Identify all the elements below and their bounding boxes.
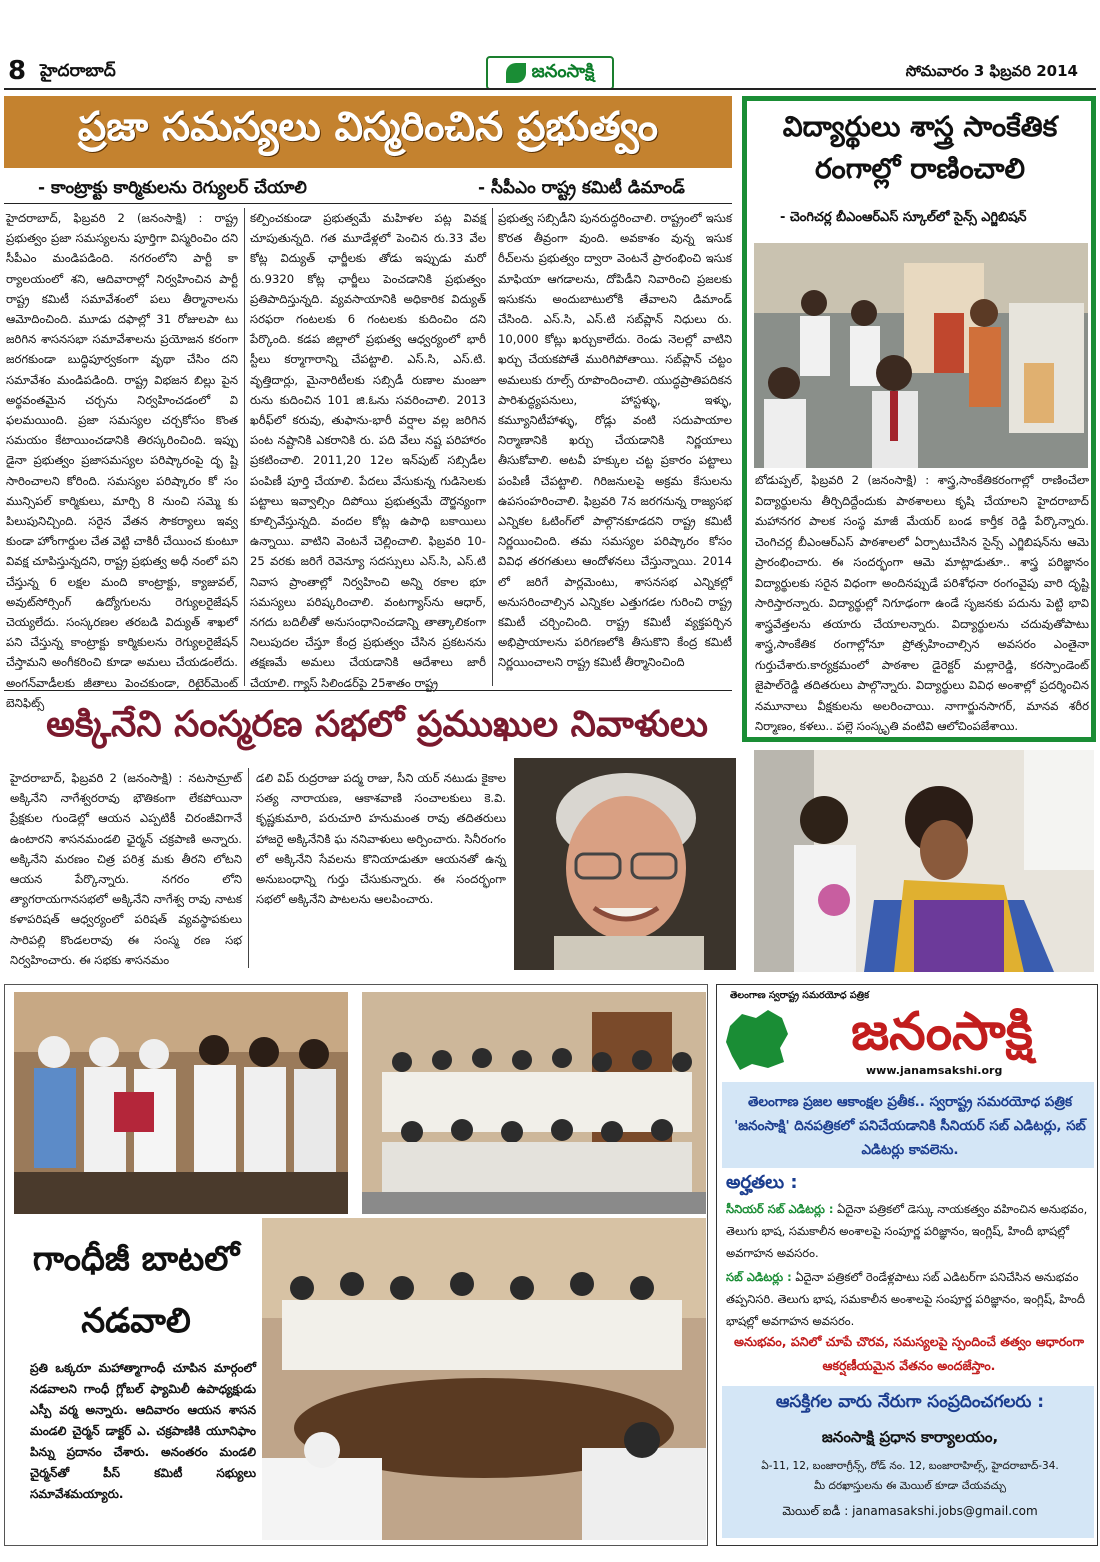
main-article-col1: హైదరాబాద్, ఫిబ్రవరి 2 (జనంసాక్షి) : రాష్ట్ర ప్రభుత్వం ప్రజా సమస్యలను పూర్తిగా విస్మరించిం దని సీపీఎం మండిపడింది. నగరంలోని పార్టీ కా ర్యాలయంలో శని, ఆదివారాల్లో నిర్వహించిన పార్టీ రాష్ట్ర కమిటీ సమావేశంలో పలు తీర్మానాలను ఆమోదించింది. మూడు దఫాల్లో 31 రోజులపా టు జరిగిన శాసనసభా సమావేశాలను ప్రయోజన కరంగా జరగకుండా బుద్ధిపూర్వకంగా వృథా చేసిం దని సమావేశం మండిపడింది. రాష్ట్ర విభజన బిల్లు పైన అర్థవంతమైన చర్చను నిర్వహించడంలో వి ఫలమయింది. ప్రజా సమస్యల చర్చకోసం కొంత సమయం కేటాయించడానికి తిరస్కరించింది. ఇప్పు డైనా ప్రభుత్వం ప్రజాసమస్యల పరిష్కారంపై దృ ష్టి సారించాలని కోరింది. సమస్యల పరిష్కారం కో సం మున్సిపల్ కార్మికులు, మార్చి 8 నుంచి సమ్మె కు పిలుపునిచ్చింది. సరైన వేతన సౌకర్యాలు ఇవ్వ కుండా హోంగార్డుల చేత వెట్టి చాకిరీ చేయించ కుంటూ వివక్ష చూపిస్తున్నదని, రాష్ట్ర ప్రభుత్వ అధీ నంలో పని చేస్తున్న 6 లక్షల మంది కాంట్రాక్టు, క్యాజువల్, అవుట్‌సోర్సింగ్ ఉద్యోగులను రెగ్యులరైజేషన్ చెయ్యలేదు. సంస్కరణల తరబడి విద్యుత్ శాఖలో పని చేస్తున్న కాంట్రాక్టు కార్మికులను రెగ్యులరైజేషన్ చేస్తామని అంగీకరించి కూడా అమలు చేయడంలేదు. అంగన్‌వాడీలకు జీతాలు పెంచకుండా, రిటైర్‌మెంట్ బెనిఫిట్స్ [6, 211, 238, 710]
rule [4, 203, 732, 204]
telangana-map-icon [722, 1004, 794, 1074]
science-headline: విద్యార్థులు శాస్త్ర సాంకేతిక రంగాల్లో రాణించాలి [782, 110, 1058, 185]
science-exhibition-photo [754, 243, 1088, 468]
header-rule [4, 88, 1096, 90]
gandhi-headline [18, 1228, 254, 1352]
science-teacher-photo [754, 750, 1094, 972]
column-divider [248, 768, 249, 968]
page-number: 8 [8, 56, 27, 86]
ad-req2-label: సబ్ ఎడిటర్లు : [726, 1270, 792, 1284]
main-subhead-left: - కాంట్రాక్టు కార్మికులను రెగ్యులర్ చేయాలి [38, 178, 307, 198]
ad-requirements-title: అర్హతలు : [726, 1172, 798, 1193]
ad-mail-note: మీ దరఖాస్తులను ఈ మెయిల్ కూడా చేయవచ్చు [814, 1480, 1006, 1492]
akkineni-portrait-photo [514, 758, 736, 970]
column-divider [492, 208, 493, 686]
group-photo [362, 992, 706, 1214]
akkineni-col2: డలి విప్ రుద్రరాజు పద్మ రాజు, సీని యర్ నటుడు కైకాల సత్య నారాయణ, ఆకాశవాణి సంచాలకులు కె.వి. కృష్ణకుమారి, పరుచూరి హనుమంత రావు తదితరులు హాజరై అక్కినేనికి ఘ ననివాళులు అర్పించారు. సినీరంగం లో అక్కినేని సేవలను కొనియాడుతూ ఆయనతో ఉన్న అనుబంధాన్ని గుర్తు చేసుకున్నారు. ఈ సందర్భంగా సభలో అక్కినేని పాటలను ఆలపించారు. [256, 771, 506, 907]
column-divider [244, 208, 245, 686]
ad-logo: జనంసాక్షి [851, 1002, 1033, 1062]
ad-req1-label: సీనియర్ సబ్ ఎడిటర్లు : [726, 1202, 834, 1216]
ad-intro: తెలంగాణ ప్రజల ఆకాంక్షల ప్రతీక.. స్వరాష్ట్ర సమరయోధ పత్రిక 'జనంసాక్షి' దినపత్రికలో పనిచేయడానికి సీనియర్ సబ్ ఎడిటర్లు, సబ్ ఎడిటర్లు కావలెను. [734, 1094, 1086, 1158]
akkineni-col1: హైదరాబాద్, ఫిబ్రవరి 2 (జనంసాక్షి) : నటసామ్రాట్ అక్కినేని నాగేశ్వరరావు భౌతికంగా లేకపోయినా ప్రేక్షకుల గుండెల్లో ఆయన ఎప్పటికీ చిరంజీవిగానే ఉంటారని శాసనమండలి ఛైర్మన్ చక్రపాణి అన్నారు. అక్కినేని మరణం చిత్ర పరిశ్ర మకు తీరని లోటని ఆయన పేర్కొన్నారు. నగరం లోని త్యాగరాయగానసభలో అక్కినేని నాగేశ్వ రావు నాటక కళాపరిషత్ ఆధ్వర్యంలో పరిషత్ వ్యవస్థాపకులు సారిపల్లి కొండలరావు ఈ సంస్మ రణ సభ నిర్వహించారు. ఈ సభకు శాసనమం [10, 771, 242, 967]
gandhi-headline-line1: గాంధీజీ బాటలో [32, 1239, 240, 1279]
masthead-logo-text: జనంసాక్షి [531, 60, 595, 82]
gandhi-article-body: ప్రతి ఒక్కరూ మహాత్మాగాంధీ చూపిన మార్గంలో నడవాలని గాంధీ గ్లోబల్ ఫ్యామిలీ ఉపాధ్యక్షుడు ఎస్పీ వర్మ అన్నారు. ఆదివారం ఆయన శాసన మండలి చైర్మన్ డాక్టర్ ఎ. చక్రపాణికి యూనిఫాం పిన్ను ప్రదానం చేశారు. అనంతరం మండలి చైర్మన్‌తో పీస్ కమిటీ సభ్యులు సమావేశమయ్యారు. [30, 1361, 256, 1501]
leaf-icon [506, 63, 526, 83]
akkineni-headline: అక్కినేని సంస్మరణ సభలో ప్రముఖుల నివాళులు [46, 704, 708, 745]
gandhi-headline-line2: నడవాలి [81, 1301, 191, 1341]
science-subhead: - చెంగిచర్ల బీఎంఆర్ఎస్ స్కూల్‌లో సైన్స్ ఎగ్జిబిషన్ [780, 210, 1027, 225]
ad-pay-note: అనుభవం, పనిలో చూపే చొరవ, సమస్యలపై స్పందించే తత్వం ఆధారంగా ఆకర్షణీయమైన వేతనం అందజేస్తాం. [734, 1334, 1084, 1373]
section-city: హైదరాబాద్ [40, 61, 116, 81]
ad-req2-text: ఏదైనా పత్రికలో రెండేళ్లపాటు సబ్ ఎడిటర్‌గా పనిచేసిన అనుభవం తప్పనిసరి. తెలుగు భాష, సమకాలీన అంశాలపై సంపూర్ణ పరిజ్ఞానం, ఇంగ్లిష్, హిందీ భాషల్లో అవగాహన అవసరం. [726, 1270, 1085, 1328]
ad-tagline: తెలంగాణ స్వరాష్ట్ర సమరయోధ పత్రిక [730, 990, 870, 1001]
ad-office: జనంసాక్షి ప్రధాన కార్యాలయం, [821, 1428, 999, 1446]
ad-contact-title: ఆసక్తిగల వారు నేరుగా సంప్రదించగలరు : [775, 1392, 1045, 1412]
main-headline: ప్రజా సమస్యలు విస్మరించిన ప్రభుత్వం [77, 104, 659, 150]
masthead-logo [486, 56, 614, 90]
main-article-col2: కల్పించకుండా ప్రభుత్వమే మహిళల పట్ల వివక్ష చూపుతున్నది. గత మూడేళ్లలో పెంచిన రు.33 వేల కోట్ల విద్యుత్ ఛార్జీలకు తోడు ఇప్పుడు మరో రు.9320 కోట్ల ఛార్జీలు పెంచడానికి ప్రభుత్వం ప్రతిపాదిస్తున్నది. వ్యవసాయానికి అధికారిక విద్యుత్ సరఫరా గంటలకు 6 గంటలకు కుదించిం దని పేర్కొంది. కడప జిల్లాలో ప్రభుత్వ ఆధ్వర్యంలో భారీ స్టీలు కర్మాగారాన్ని చేపట్టాలి. ఎస్.సి, ఎస్.టి. వృత్తిదార్లు, మైనారిటీలకు సబ్సిడీ రుణాల మంజూ రును కుదించిన 101 జి.ఓను సవరించాలి. 2013 ఖరీఫ్‌లో కరువు, తుఫాను-భారీ వర్షాల వల్ల జరిగిన పంట నష్టానికి ఎకరానికి రు. పది వేలు నష్ట పరిహారం ప్రకటించాలి. 2011,20 12ల ఇన్‌పుట్ సబ్సిడీల పంపిణీ పూర్తి చేయాలి. పేదలు వేసుకున్న గుడిసెలకు పట్టాలు ఇవ్వాల్సిం దిపోయి ప్రభుత్వమే దౌర్జన్యంగా కూల్చివేస్తున్నది. వందల కోట్ల ఉపాధి బకాయిలు ఉన్నాయి. వాటిని వెంటనే చెల్లించాలి. ఫిబ్రవరి 10-25 వరకు జరిగే రెవెన్యూ సదస్సులు ఎస్.సి, ఎస్.టి నివాస ప్రాంతాల్లో నిర్వహించి అన్ని రకాల భూ సమస్యలు పరిష్కరించాలి. వంటగ్యాస్‌ను ఆధార్, నగదు బదిలీతో అనుసంధానించడాన్ని తాత్కాలికంగా నిలుపుదల చేస్తూ కేంద్ర ప్రభుత్వం చేసిన ప్రకటనను తక్షణమే అమలు చేయడానికి ఆదేశాలు జారీ చేయాలి. గ్యాస్ సిలిండర్‌పై 25శాతం రాష్ట్ర [250, 211, 486, 690]
ad-requirement-senior [726, 1198, 1092, 1264]
science-article-body: బోడుప్పల్, ఫిబ్రవరి 2 (జనంసాక్షి) : శాస్త్ర,సాంకేతికరంగాల్లో రాణించేలా విద్యార్థులను తీర్చిదిద్దేందుకు పాఠశాలలు కృషి చేయాలని హైదరాబాద్ మహానగర పాలక సంస్థ మాజీ మేయర్ బండ కార్తీక రెడ్డి పేర్కొన్నారు. చెంగిచర్ల బీఎంఆర్ఎస్ పాఠశాలలో ఏర్పాటుచేసిన సైన్స్ ఎగ్జిబిషన్‌ను ఆమె ప్రారంభించారు. ఈ సందర్భంగా ఆమె మాట్లాడుతూ.. శాస్త్ర పరిజ్ఞానం విద్యార్థులకు సరైన విధంగా అందినప్పుడే పరిశోధనా రంగంవైపు వారి దృష్టి సారిస్తారన్నారు. విద్యార్థుల్లో నిగూఢంగా ఉండే సృజనకు పదును పెట్టి భావి శాస్త్రవేత్తలను తయారు చేయాలన్నారు. విద్యార్థులను చదువుతోపాటు శాస్త్ర,సాంకేతిక రంగాల్లోనూ ప్రోత్సహించాల్సిన అవసరం ఎంతైనా గుర్తుచేశారు.కార్యక్రమంలో పాఠశాల డైరెక్టర్ మల్లారెడ్డి, కరస్పాండెంట్ జైపాల్‌రెడ్డి తదితరులు పాల్గొన్నారు. విద్యార్థులు వివిధ అంశాల్లో ప్రదర్శించిన నమూనాలు వీక్షకులను అలరించాయి. నాగార్జునసాగర్, మానవ శరీర నిర్మాణం, కళలు.. పల్లె సంస్కృతి వంటివి ఆలోచింపజేశాయి. [755, 473, 1089, 733]
main-article-col3: ప్రభుత్వ సబ్సిడీని పునరుద్ధరించాలి. రాష్ట్రంలో ఇసుక కొరత తీవ్రంగా వుంది. అవకాశం వున్న ఇసుక రీచ్‌లను ప్రభుత్వం ద్వారా వెంటనే ప్రారంభించి ఇసుక మాఫియా ఆగడాలను, దోపిడీని నివారించి ప్రజలకు ఇసుకను అందుబాటులోకి తేవాలని డిమాండ్ చేసింది. ఎస్.సి, ఎస్.టి సబ్‌ప్లాన్ నిధులు రు. 10,000 కోట్లు ఖర్చుకాలేదు. రెండు నెలల్లో వాటిని ఖర్చు చేయకపోతే మురిగిపోతాయి. సబ్‌ప్లాన్ చట్టం అమలుకు రూల్స్ రూపొందించాలి. యుద్ధప్రాతిపదికన పారిశుద్ధ్యపనులు, హాస్టళ్ళు, ఇళ్ళు, కమ్యూనిటీహాళ్ళు, రోడ్లు వంటి సదుపాయాల నిర్మాణానికి ఖర్చు చేయడానికి నిర్ణయాలు తీసుకోవాలి. అటవీ హక్కుల చట్ట ప్రకారం పట్టాలు పంపిణీ చేపట్టాలి. గిరిజనులపై అక్రమ కేసులను ఉపసంహరించాలి. ఫిబ్రవరి 7న జరగనున్న రాజ్యసభ ఎన్నికల ఓటింగ్‌లో పాల్గొనకూడదని రాష్ట్ర కమిటీ నిర్ణయించింది. తమ సమస్యల పరిష్కారం కోసం వివిధ తరగతులు ఆందోళనలు చేస్తున్నాయి. 2014 లో జరిగే పార్లమెంటు, శాసనసభ ఎన్నికల్లో అనుసరించాల్సిన ఎన్నికల ఎత్తుగడల గురించి రాష్ట్ర కమిటీ చర్చించింది. రాష్ట్ర కమిటీ వ్యక్తపర్చిన అభిప్రాయాలను పరిగణలోకి తీసుకొని కేంద్ర కమిటీ నిర్ణయించాలని రాష్ట్ర కమిటీ తీర్మానించింది [498, 211, 732, 670]
felicitation-photo [14, 992, 348, 1214]
ad-email-link[interactable]: మెయిల్ ఐడీ : janamasakshi.jobs@gmail.com [782, 1504, 1038, 1518]
ad-website-link[interactable]: www.janamsakshi.org [866, 1064, 1003, 1077]
council-meeting-photo [262, 1218, 706, 1540]
main-subhead-right: - సీపీఎం రాష్ట్ర కమిటీ డిమాండ్ [478, 178, 685, 198]
rule [4, 690, 732, 691]
ad-requirement-sub [726, 1266, 1092, 1332]
ad-address: ఏ-11, 12, బంజారాగ్రీన్స్, రోడ్ నం. 12, బంజారాహిల్స్, హైదరాబాద్-34. [761, 1460, 1059, 1472]
ad-req1-text: ఏదైనా పత్రికలో డెస్కు నాయకత్వం వహించిన అనుభవం, తెలుగు భాష, సమకాలీన అంశాలపై సంపూర్ణ పరిజ్ఞానం, ఇంగ్లిష్, హిందీ భాషల్లో అవగాహన అవసరం. [726, 1202, 1088, 1260]
issue-date: సోమవారం 3 ఫిబ్రవరి 2014 [905, 62, 1078, 80]
